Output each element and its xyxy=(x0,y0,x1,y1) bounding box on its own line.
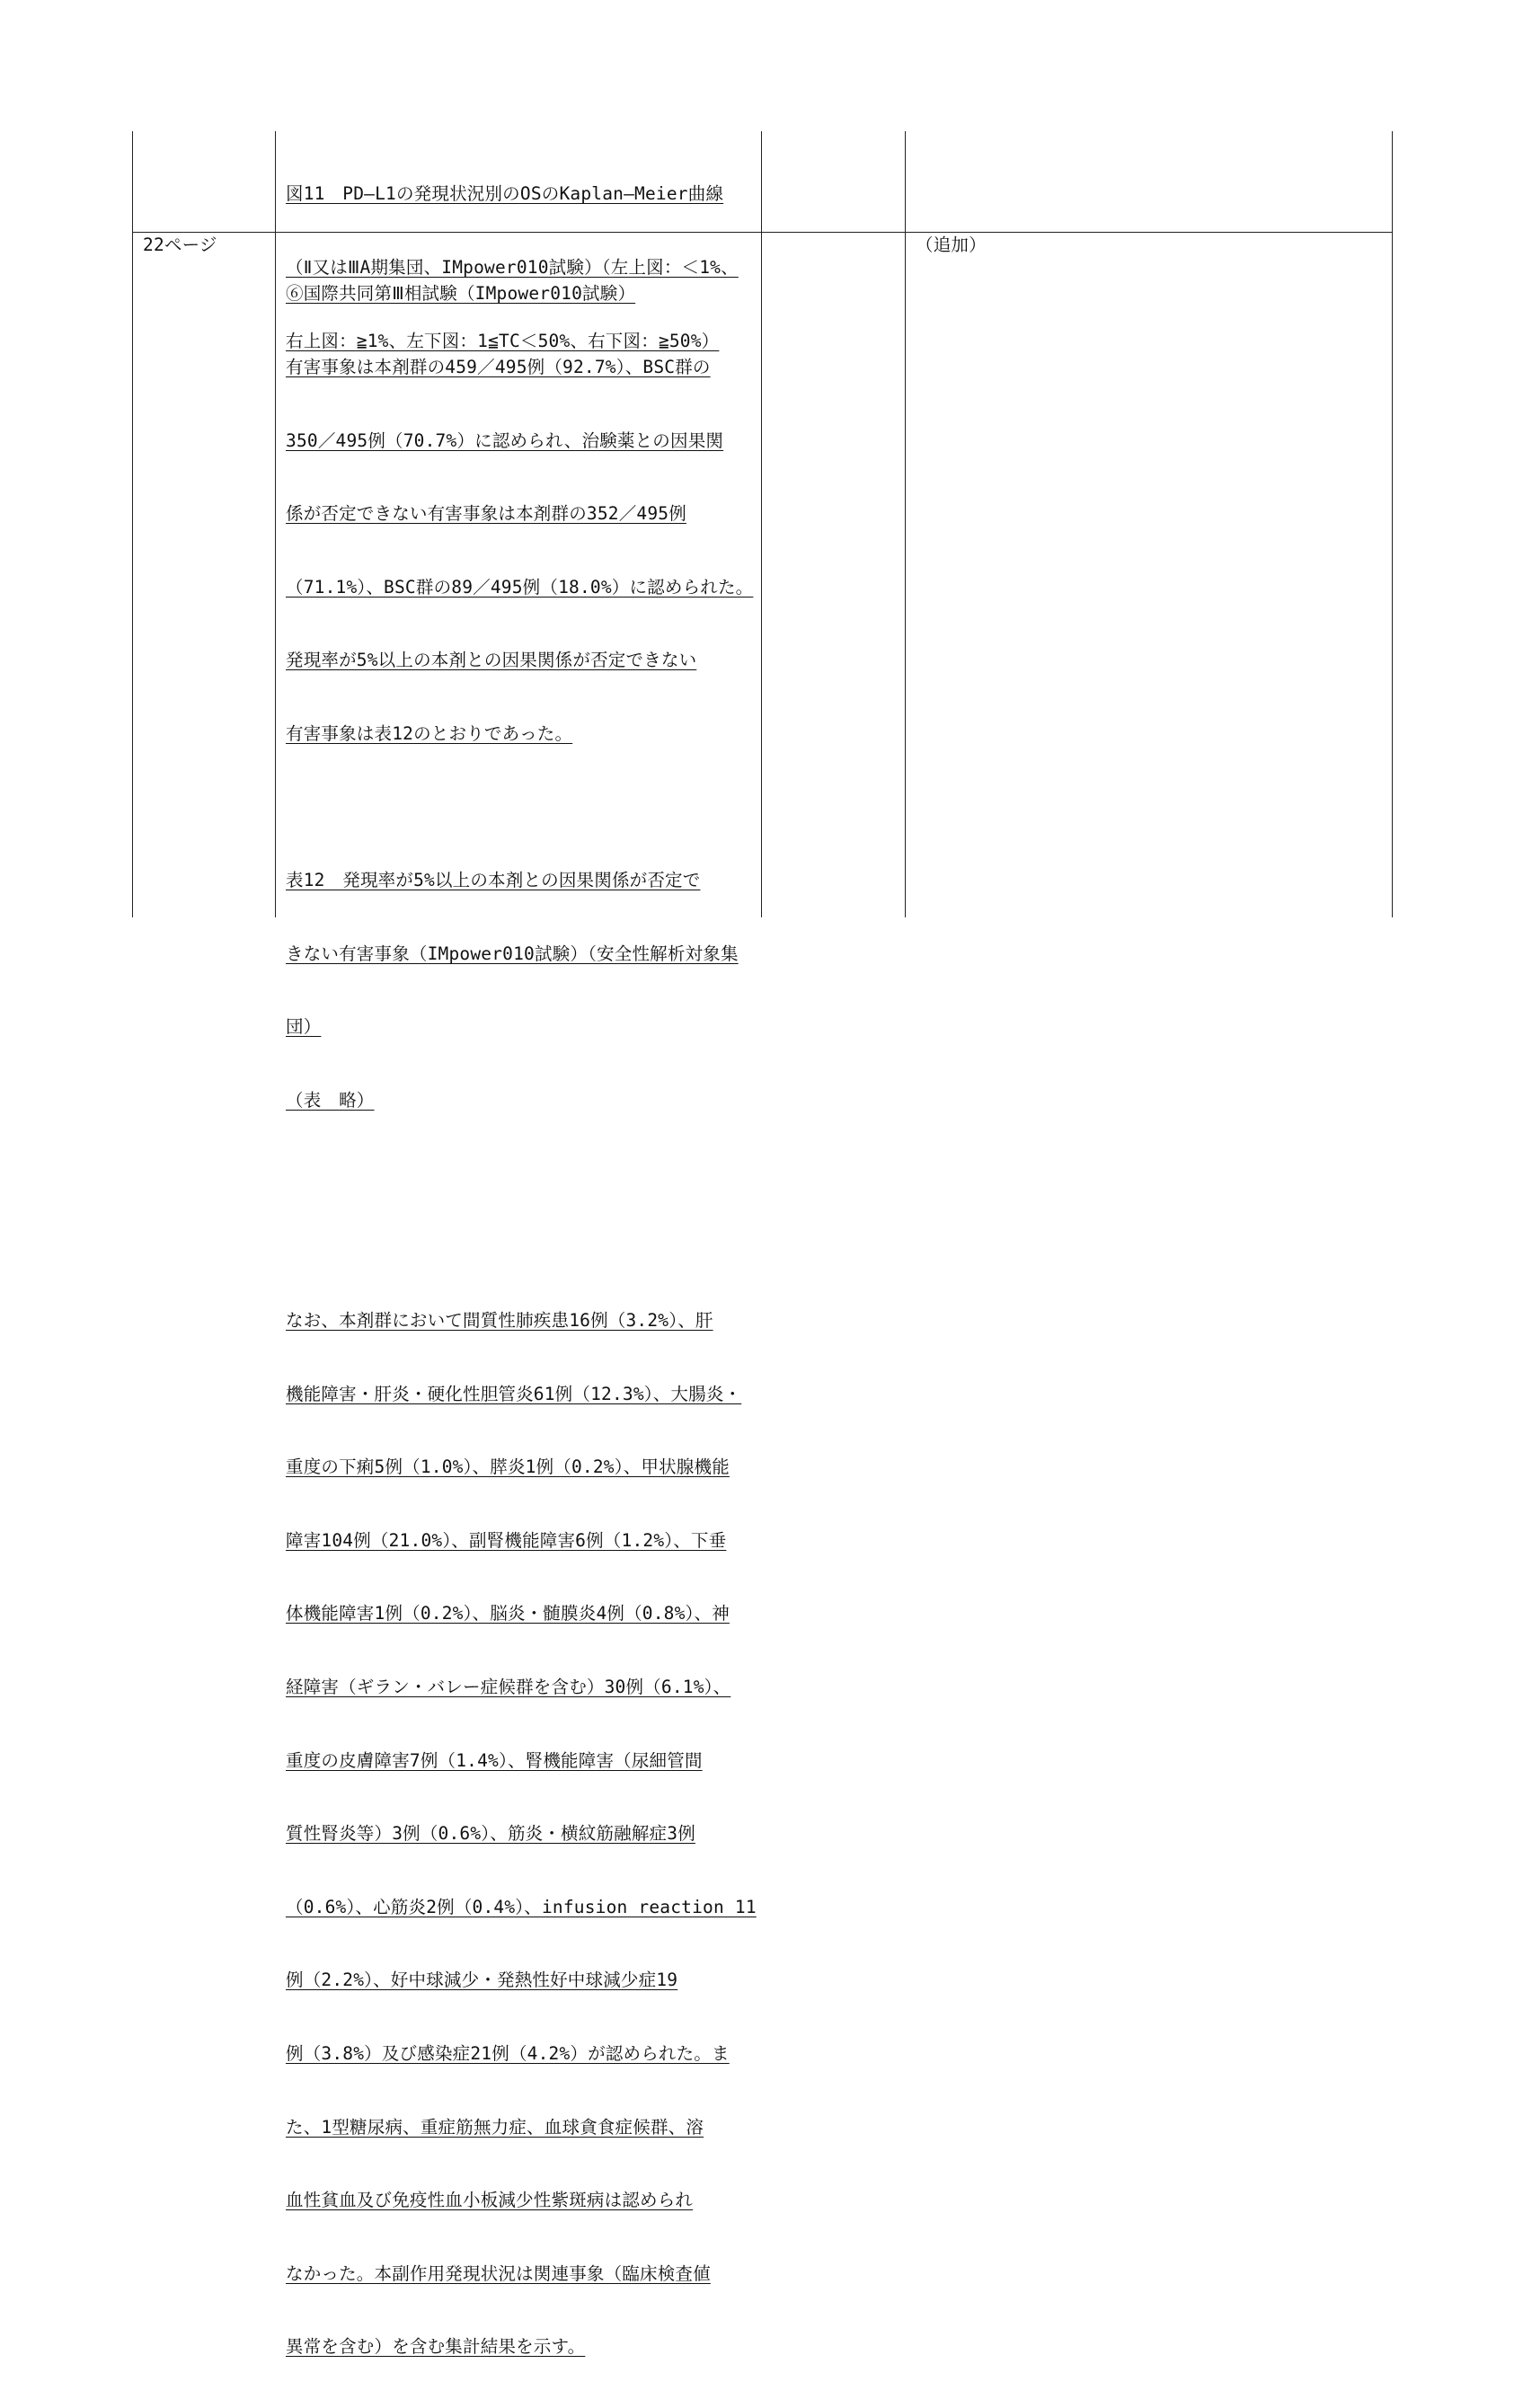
row2-page-label: 22ページ xyxy=(143,235,217,255)
text-line: 団） xyxy=(286,1016,322,1038)
blank-line xyxy=(286,795,757,819)
text-line: 体機能障害1例（0.2%）、脳炎・髄膜炎4例（0.8%）、神 xyxy=(286,1603,730,1625)
text-line: 障害104例（21.0%）、副腎機能障害6例（1.2%）、下垂 xyxy=(286,1529,727,1551)
table-border-right xyxy=(1392,131,1393,917)
revision-table xyxy=(132,131,1393,2358)
text-line: 重度の下痢5例（1.0%）、膵炎1例（0.2%）、甲状腺機能 xyxy=(286,1456,730,1478)
table-border-col2 xyxy=(275,131,276,917)
text-line: 例（3.8%）及び感染症21例（4.2%）が認められた。ま xyxy=(286,2042,730,2064)
text-line: 右上図：≧1%、左下図：1≦TC＜50%、右下図：≧50%） xyxy=(286,330,720,351)
text-line: ⑥国際共同第Ⅲ相試験（IMpower010試験） xyxy=(286,283,636,305)
text-line: （71.1%）、BSC群の89／495例（18.0%）に認められた。 xyxy=(286,576,754,598)
text-line: 係が否定できない有害事象は本剤群の352／495例 xyxy=(286,503,686,525)
text-line: 例（2.2%）、好中球減少・発熱性好中球減少症19 xyxy=(286,1970,678,1991)
row2-original-text: （追加） xyxy=(916,235,987,255)
text-line: （0.6%）、心筋炎2例（0.4%）、infusion reaction 11 xyxy=(286,1896,757,1917)
text-line: 機能障害・肝炎・硬化性胆管炎61例（12.3%）、大腸炎・ xyxy=(286,1383,742,1404)
text-line: （Ⅱ又はⅢA期集団、IMpower010試験）（左上図：＜1%、 xyxy=(286,257,739,279)
text-line: 質性腎炎等）3例（0.6%）、筋炎・横紋筋融解症3例 xyxy=(286,1823,695,1845)
text-line: （表 略） xyxy=(286,1090,375,1111)
text-line: 有害事象は表12のとおりであった。 xyxy=(286,723,573,745)
text-line: 図11 PD―L1の発現状況別のOSのKaplan―Meier曲線 xyxy=(286,183,724,205)
text-line: きない有害事象（IMpower010試験）（安全性解析対象集 xyxy=(286,943,739,964)
text-line: なかった。本副作用発現状況は関連事象（臨床検査値 xyxy=(286,2262,711,2284)
text-line: 表12 発現率が5%以上の本剤との因果関係が否定で xyxy=(286,870,701,891)
text-line: 発現率が5%以上の本剤との因果関係が否定できない xyxy=(286,650,697,671)
table-border-col3 xyxy=(761,131,762,917)
table-border-left xyxy=(132,131,133,917)
text-line: 異常を含む）を含む集計結果を示す。 xyxy=(286,2336,586,2358)
text-line: 350／495例（70.7%）に認められ、治験薬との因果関 xyxy=(286,429,724,451)
text-line: 有害事象は本剤群の459／495例（92.7%）、BSC群の xyxy=(286,357,711,378)
text-line: 経障害（ギラン・バレー症候群を含む）30例（6.1%）、 xyxy=(286,1676,731,1697)
blank-line xyxy=(286,1235,757,1259)
text-line: た、1型糖尿病、重症筋無力症、血球貪食症候群、溶 xyxy=(286,2116,704,2138)
row2-revised-text xyxy=(286,233,757,2408)
text-line: 血性貧血及び免疫性血小板減少性紫斑病は認められ xyxy=(286,2190,694,2211)
table-border-col4 xyxy=(905,131,906,917)
blank-line xyxy=(286,1162,757,1186)
text-line: なお、本剤群において間質性肺疾患16例（3.2%）、肝 xyxy=(286,1309,713,1331)
text-line: 重度の皮膚障害7例（1.4%）、腎機能障害（尿細管間 xyxy=(286,1749,703,1771)
